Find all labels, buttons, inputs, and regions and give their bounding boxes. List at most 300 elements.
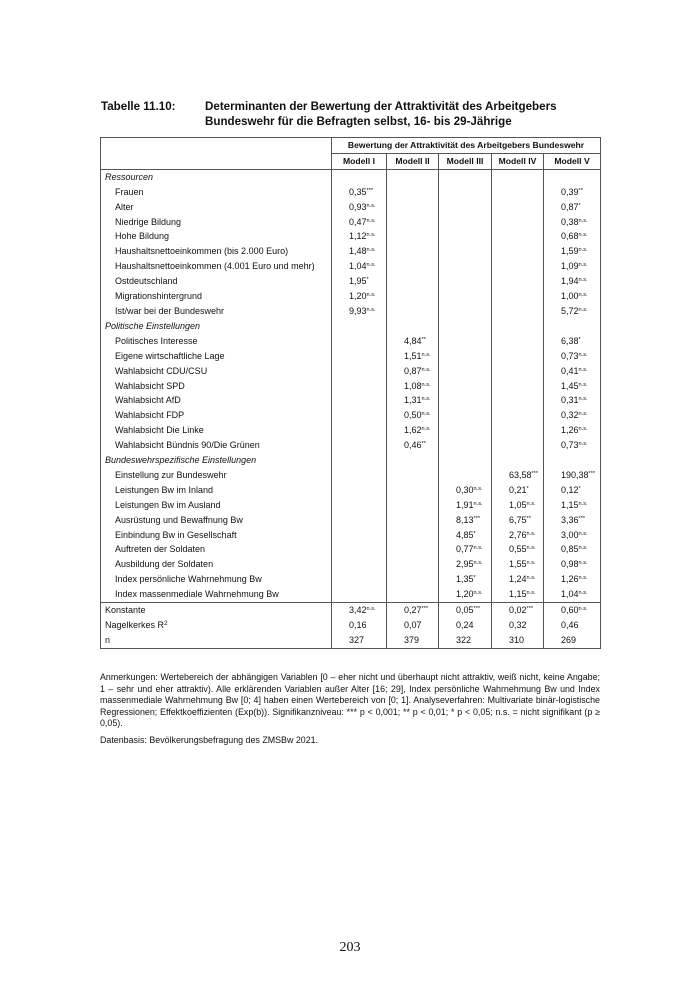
value-cell <box>332 542 387 557</box>
row-label: Eigene wirtschaftliche Lage <box>101 349 332 364</box>
value-cell <box>439 393 492 408</box>
value-cell: 0,12* <box>544 483 601 498</box>
row-label: Ist/war bei der Bundeswehr <box>101 304 332 319</box>
value-cell: 1,95* <box>332 274 387 289</box>
value-cell: $1,45^{n.s.}$ <box>544 379 601 394</box>
value-cell <box>387 468 439 483</box>
value-cell <box>332 513 387 528</box>
value-cell <box>387 274 439 289</box>
value-cell <box>492 274 544 289</box>
significance-marker: n.s. <box>421 366 431 373</box>
value-cell <box>387 542 439 557</box>
row-label: Wahlabsicht CDU/CSU <box>101 364 332 379</box>
row-label: Wahlabsicht AfD <box>101 393 332 408</box>
value-cell <box>439 453 492 468</box>
value-cell <box>332 498 387 513</box>
value-cell <box>439 200 492 215</box>
row-label: Ausbildung der Soldaten <box>101 557 332 572</box>
section-label: Ressourcen <box>101 169 332 184</box>
value-cell: $0,87^{n.s.}$ <box>387 364 439 379</box>
value-cell: 4,85* <box>439 528 492 543</box>
value-cell: $0,73^{n.s.}$ <box>544 349 601 364</box>
value-cell <box>492 453 544 468</box>
value-cell: $1,20^{n.s.}$ <box>439 587 492 602</box>
table-row <box>101 364 601 379</box>
table-row <box>101 542 601 557</box>
significance-marker: n.s. <box>578 306 588 313</box>
significance-marker: *** <box>578 515 586 522</box>
value-cell <box>492 438 544 453</box>
value-cell: $1,15^{n.s.}$ <box>492 587 544 602</box>
table-row <box>101 468 601 483</box>
row-label: Index persönliche Wahrnehmung Bw <box>101 572 332 587</box>
significance-marker: n.s. <box>366 306 376 313</box>
value-cell <box>492 169 544 184</box>
value-cell <box>332 557 387 572</box>
value-cell <box>492 185 544 200</box>
value-cell <box>387 453 439 468</box>
value-cell <box>439 169 492 184</box>
significance-marker: n.s. <box>578 381 588 388</box>
row-label: Leistungen Bw im Inland <box>101 483 332 498</box>
value-cell <box>387 557 439 572</box>
significance-marker: n.s. <box>578 545 588 552</box>
value-cell: $2,76^{n.s.}$ <box>492 528 544 543</box>
significance-marker: n.s. <box>421 411 431 418</box>
value-cell <box>492 215 544 230</box>
significance-marker: n.s. <box>578 351 588 358</box>
significance-marker: n.s. <box>366 292 376 299</box>
significance-marker: n.s. <box>421 381 431 388</box>
value-cell <box>544 319 601 334</box>
results-table <box>100 137 601 649</box>
value-cell <box>332 483 387 498</box>
significance-marker: * <box>473 575 476 582</box>
value-cell: 0,32 <box>492 618 544 633</box>
value-cell <box>492 349 544 364</box>
value-cell <box>332 572 387 587</box>
significance-marker: n.s. <box>578 277 588 284</box>
value-cell <box>439 334 492 349</box>
value-cell <box>332 349 387 364</box>
value-cell: $9,93^{n.s.}$ <box>332 304 387 319</box>
value-cell: $0,55^{n.s.}$ <box>492 542 544 557</box>
value-cell: $1,15^{n.s.}$ <box>544 498 601 513</box>
significance-marker: n.s. <box>366 202 376 209</box>
table-row <box>101 557 601 572</box>
significance-marker: n.s. <box>578 396 588 403</box>
value-cell <box>439 364 492 379</box>
value-cell: $1,26^{n.s.}$ <box>544 423 601 438</box>
significance-marker: n.s. <box>526 500 536 507</box>
table-title: Determinanten der Bewertung der Attraktivität des Arbeitgebers Bundeswehr für die Befragten selbst, 16- bis 29-Jährige <box>205 100 557 128</box>
row-label: Wahlabsicht Bündnis 90/Die Grünen <box>101 438 332 453</box>
value-cell: 1,35* <box>439 572 492 587</box>
row-label: Leistungen Bw im Ausland <box>101 498 332 513</box>
value-cell <box>492 423 544 438</box>
section-row <box>101 319 601 334</box>
table-row <box>101 498 601 513</box>
value-cell <box>439 289 492 304</box>
value-cell: 190,38*** <box>544 468 601 483</box>
table-notes: Anmerkungen: Wertebereich der abhängigen Variablen [0 – eher nicht und überhaupt nicht attraktiv, weiß nicht, keine Angabe; 1 – sehr und eher attraktiv). Alle erklärenden Variablen außer Alter [16; 29], Index persönliche Wahrnehmung Bw und Index massenmediale Wahrnehmung Bw [0; 4] haben einen Wertebereich von [0; 1]. Analyseverfahren: Multivariate binär-logistische Regressionen; Effektkoeffizienten (Exp(b)). Signifikanzniveau: *** p < 0,001; ** p < 0,01; * p < 0,05; n.s. = nicht signifikant (p ≥ 0,05). <box>100 672 600 729</box>
significance-marker: ** <box>578 187 583 194</box>
significance-marker: *** <box>421 606 429 613</box>
table-row <box>101 244 601 259</box>
value-cell: $0,77^{n.s.}$ <box>439 542 492 557</box>
table-row <box>101 528 601 543</box>
model-header: Modell II <box>387 153 439 169</box>
value-cell: $1,20^{n.s.}$ <box>332 289 387 304</box>
significance-marker: n.s. <box>578 500 588 507</box>
row-label: Konstante <box>101 603 332 618</box>
significance-marker: n.s. <box>526 560 536 567</box>
value-cell <box>439 408 492 423</box>
model-header: Modell V <box>544 153 601 169</box>
value-cell <box>387 200 439 215</box>
value-cell: $0,38^{n.s.}$ <box>544 215 601 230</box>
value-cell <box>439 438 492 453</box>
value-cell: 327 <box>332 633 387 648</box>
significance-marker: n.s. <box>578 217 588 224</box>
table-row <box>101 259 601 274</box>
value-cell: $0,98^{n.s.}$ <box>544 557 601 572</box>
value-cell <box>492 259 544 274</box>
value-cell: $1,05^{n.s.}$ <box>492 498 544 513</box>
group-header: Bewertung der Attraktivität des Arbeitgebers Bundeswehr <box>332 138 601 154</box>
value-cell: $1,51^{n.s.}$ <box>387 349 439 364</box>
value-cell: $1,09^{n.s.}$ <box>544 259 601 274</box>
value-cell <box>332 319 387 334</box>
row-label: Ausrüstung und Bewaffnung Bw <box>101 513 332 528</box>
significance-marker: ** <box>421 336 426 343</box>
value-cell: $1,31^{n.s.}$ <box>387 393 439 408</box>
value-cell: $0,85^{n.s.}$ <box>544 542 601 557</box>
value-cell <box>332 169 387 184</box>
value-cell: $0,93^{n.s.}$ <box>332 200 387 215</box>
row-label: Alter <box>101 200 332 215</box>
table-header-model-row <box>101 153 601 169</box>
significance-marker: n.s. <box>473 590 483 597</box>
value-cell <box>387 587 439 602</box>
value-cell <box>492 319 544 334</box>
value-cell: $0,31^{n.s.}$ <box>544 393 601 408</box>
significance-marker: n.s. <box>366 232 376 239</box>
table-row <box>101 572 601 587</box>
value-cell: 0,07 <box>387 618 439 633</box>
significance-marker: n.s. <box>421 396 431 403</box>
value-cell <box>332 423 387 438</box>
value-cell: $0,41^{n.s.}$ <box>544 364 601 379</box>
value-cell <box>439 274 492 289</box>
table-row <box>101 229 601 244</box>
table-row <box>101 379 601 394</box>
value-cell <box>387 572 439 587</box>
value-cell <box>332 587 387 602</box>
value-cell <box>332 364 387 379</box>
section-label: Bundeswehrspezifische Einstellungen <box>101 453 332 468</box>
row-label: Einbindung Bw in Gesellschaft <box>101 528 332 543</box>
value-cell: $1,55^{n.s.}$ <box>492 557 544 572</box>
value-cell <box>387 319 439 334</box>
value-cell: 0,27*** <box>387 603 439 618</box>
value-cell <box>387 513 439 528</box>
value-cell <box>387 259 439 274</box>
significance-marker: * <box>578 485 581 492</box>
significance-marker: n.s. <box>578 262 588 269</box>
significance-marker: *** <box>366 187 374 194</box>
value-cell: $1,00^{n.s.}$ <box>544 289 601 304</box>
significance-marker: n.s. <box>526 590 536 597</box>
significance-marker: n.s. <box>366 217 376 224</box>
value-cell: $1,26^{n.s.}$ <box>544 572 601 587</box>
value-cell <box>387 304 439 319</box>
value-cell <box>492 334 544 349</box>
value-cell <box>387 229 439 244</box>
table-row <box>101 334 601 349</box>
row-label: Wahlabsicht FDP <box>101 408 332 423</box>
value-cell: 8,13*** <box>439 513 492 528</box>
row-label: Haushaltsnettoeinkommen (4.001 Euro und mehr) <box>101 259 332 274</box>
row-label: Niedrige Bildung <box>101 215 332 230</box>
value-cell: 0,05*** <box>439 603 492 618</box>
value-cell: $0,73^{n.s.}$ <box>544 438 601 453</box>
value-cell <box>387 215 439 230</box>
value-cell: $3,00^{n.s.}$ <box>544 528 601 543</box>
value-cell <box>387 244 439 259</box>
stat-row <box>101 603 601 618</box>
value-cell <box>492 244 544 259</box>
significance-marker: n.s. <box>473 500 483 507</box>
value-cell <box>439 215 492 230</box>
value-cell: 0,21* <box>492 483 544 498</box>
table-row <box>101 215 601 230</box>
value-cell: $3,42^{n.s.}$ <box>332 603 387 618</box>
value-cell: $1,04^{n.s.}$ <box>544 587 601 602</box>
value-cell: 0,46 <box>544 618 601 633</box>
row-label: Auftreten der Soldaten <box>101 542 332 557</box>
value-cell: 0,35*** <box>332 185 387 200</box>
significance-marker: *** <box>473 515 481 522</box>
row-label: Hohe Bildung <box>101 229 332 244</box>
table-row <box>101 483 601 498</box>
value-cell: 4,84** <box>387 334 439 349</box>
significance-marker: n.s. <box>526 545 536 552</box>
value-cell: $0,60^{n.s.}$ <box>544 603 601 618</box>
value-cell: $0,68^{n.s.}$ <box>544 229 601 244</box>
value-cell: $0,50^{n.s.}$ <box>387 408 439 423</box>
table-row <box>101 423 601 438</box>
value-cell: 322 <box>439 633 492 648</box>
table-row <box>101 289 601 304</box>
table-body <box>101 169 601 648</box>
significance-marker: n.s. <box>578 530 588 537</box>
significance-marker: n.s. <box>473 560 483 567</box>
value-cell <box>387 528 439 543</box>
significance-marker: *** <box>526 606 534 613</box>
significance-marker: * <box>578 336 581 343</box>
value-cell: 63,58*** <box>492 468 544 483</box>
value-cell <box>387 498 439 513</box>
table-row <box>101 304 601 319</box>
row-label: Index massenmediale Wahrnehmung Bw <box>101 587 332 602</box>
model-header: Modell I <box>332 153 387 169</box>
value-cell: $1,94^{n.s.}$ <box>544 274 601 289</box>
table-row <box>101 513 601 528</box>
value-cell: $1,62^{n.s.}$ <box>387 423 439 438</box>
value-cell <box>492 229 544 244</box>
value-cell <box>387 289 439 304</box>
data-source: Datenbasis: Bevölkerungsbefragung des ZMSBw 2021. <box>100 735 319 745</box>
significance-marker: n.s. <box>578 411 588 418</box>
significance-marker: n.s. <box>578 292 588 299</box>
value-cell: $0,47^{n.s.}$ <box>332 215 387 230</box>
significance-marker: * <box>526 485 529 492</box>
significance-marker: n.s. <box>578 232 588 239</box>
significance-marker: n.s. <box>578 426 588 433</box>
value-cell <box>439 304 492 319</box>
significance-marker: *** <box>473 606 481 613</box>
value-cell: 0,24 <box>439 618 492 633</box>
row-label: Migrationshintergrund <box>101 289 332 304</box>
value-cell <box>439 379 492 394</box>
row-label: Wahlabsicht SPD <box>101 379 332 394</box>
table-label: Tabelle 11.10: <box>101 100 176 113</box>
significance-marker: * <box>473 530 476 537</box>
value-cell <box>332 468 387 483</box>
table-row <box>101 393 601 408</box>
significance-marker: n.s. <box>366 262 376 269</box>
value-cell: $1,48^{n.s.}$ <box>332 244 387 259</box>
value-cell: $1,24^{n.s.}$ <box>492 572 544 587</box>
significance-marker: n.s. <box>578 247 588 254</box>
significance-marker: n.s. <box>578 441 588 448</box>
value-cell: $1,91^{n.s.}$ <box>439 498 492 513</box>
significance-marker: n.s. <box>421 426 431 433</box>
significance-marker: n.s. <box>473 485 483 492</box>
significance-marker: n.s. <box>578 366 588 373</box>
significance-marker: n.s. <box>578 560 588 567</box>
value-cell <box>439 185 492 200</box>
table-row <box>101 438 601 453</box>
significance-marker: n.s. <box>578 590 588 597</box>
significance-marker: * <box>366 277 369 284</box>
value-cell <box>492 304 544 319</box>
row-label: Politisches Interesse <box>101 334 332 349</box>
value-cell <box>387 185 439 200</box>
model-header: Modell III <box>439 153 492 169</box>
value-cell <box>332 528 387 543</box>
significance-marker: n.s. <box>578 606 588 613</box>
value-cell <box>332 393 387 408</box>
row-label: Haushaltsnettoeinkommen (bis 2.000 Euro) <box>101 244 332 259</box>
value-cell <box>439 349 492 364</box>
value-cell <box>439 244 492 259</box>
significance-marker: n.s. <box>526 575 536 582</box>
table-row <box>101 349 601 364</box>
table-row <box>101 274 601 289</box>
stat-row <box>101 618 601 633</box>
section-label: Politische Einstellungen <box>101 319 332 334</box>
value-cell <box>439 229 492 244</box>
significance-marker: *** <box>531 470 539 477</box>
significance-marker: n.s. <box>366 606 376 613</box>
value-cell: 6,75** <box>492 513 544 528</box>
value-cell: 0,02*** <box>492 603 544 618</box>
value-cell <box>387 483 439 498</box>
value-cell <box>492 393 544 408</box>
row-label: n <box>101 633 332 648</box>
value-cell: 0,46** <box>387 438 439 453</box>
value-cell <box>439 423 492 438</box>
model-header: Modell IV <box>492 153 544 169</box>
significance-marker: n.s. <box>473 545 483 552</box>
value-cell <box>387 169 439 184</box>
significance-marker: ** <box>421 441 426 448</box>
section-row <box>101 453 601 468</box>
significance-marker: n.s. <box>526 530 536 537</box>
value-cell <box>332 438 387 453</box>
value-cell <box>332 334 387 349</box>
value-cell <box>492 408 544 423</box>
significance-marker: *** <box>588 470 596 477</box>
significance-marker: ** <box>526 515 531 522</box>
value-cell: 6,38* <box>544 334 601 349</box>
value-cell: 379 <box>387 633 439 648</box>
table-row <box>101 185 601 200</box>
value-cell <box>492 200 544 215</box>
row-label: Ostdeutschland <box>101 274 332 289</box>
value-cell <box>332 408 387 423</box>
value-cell: 3,36*** <box>544 513 601 528</box>
table-row <box>101 200 601 215</box>
table-row <box>101 587 601 602</box>
significance-marker: n.s. <box>578 575 588 582</box>
value-cell: $1,59^{n.s.}$ <box>544 244 601 259</box>
value-cell: 0,39** <box>544 185 601 200</box>
value-cell: $5,72^{n.s.}$ <box>544 304 601 319</box>
value-cell: $0,32^{n.s.}$ <box>544 408 601 423</box>
value-cell <box>544 453 601 468</box>
row-label: Wahlabsicht Die Linke <box>101 423 332 438</box>
value-cell <box>332 453 387 468</box>
significance-marker: n.s. <box>366 247 376 254</box>
table-header-group-row <box>101 138 601 154</box>
value-cell: $2,95^{n.s.}$ <box>439 557 492 572</box>
value-cell <box>544 169 601 184</box>
value-cell: 0,87* <box>544 200 601 215</box>
value-cell <box>492 379 544 394</box>
value-cell <box>492 364 544 379</box>
value-cell: 269 <box>544 633 601 648</box>
value-cell: 0,16 <box>332 618 387 633</box>
value-cell: $1,04^{n.s.}$ <box>332 259 387 274</box>
value-cell <box>439 259 492 274</box>
stat-row <box>101 633 601 648</box>
value-cell: $1,12^{n.s.}$ <box>332 229 387 244</box>
value-cell <box>439 468 492 483</box>
value-cell <box>492 289 544 304</box>
significance-marker: n.s. <box>421 351 431 358</box>
table-row <box>101 408 601 423</box>
value-cell: 310 <box>492 633 544 648</box>
value-cell: $1,08^{n.s.}$ <box>387 379 439 394</box>
page-number: 203 <box>339 940 361 955</box>
section-row <box>101 169 601 184</box>
significance-marker: * <box>578 202 581 209</box>
value-cell <box>332 379 387 394</box>
value-cell: $0,30^{n.s.}$ <box>439 483 492 498</box>
